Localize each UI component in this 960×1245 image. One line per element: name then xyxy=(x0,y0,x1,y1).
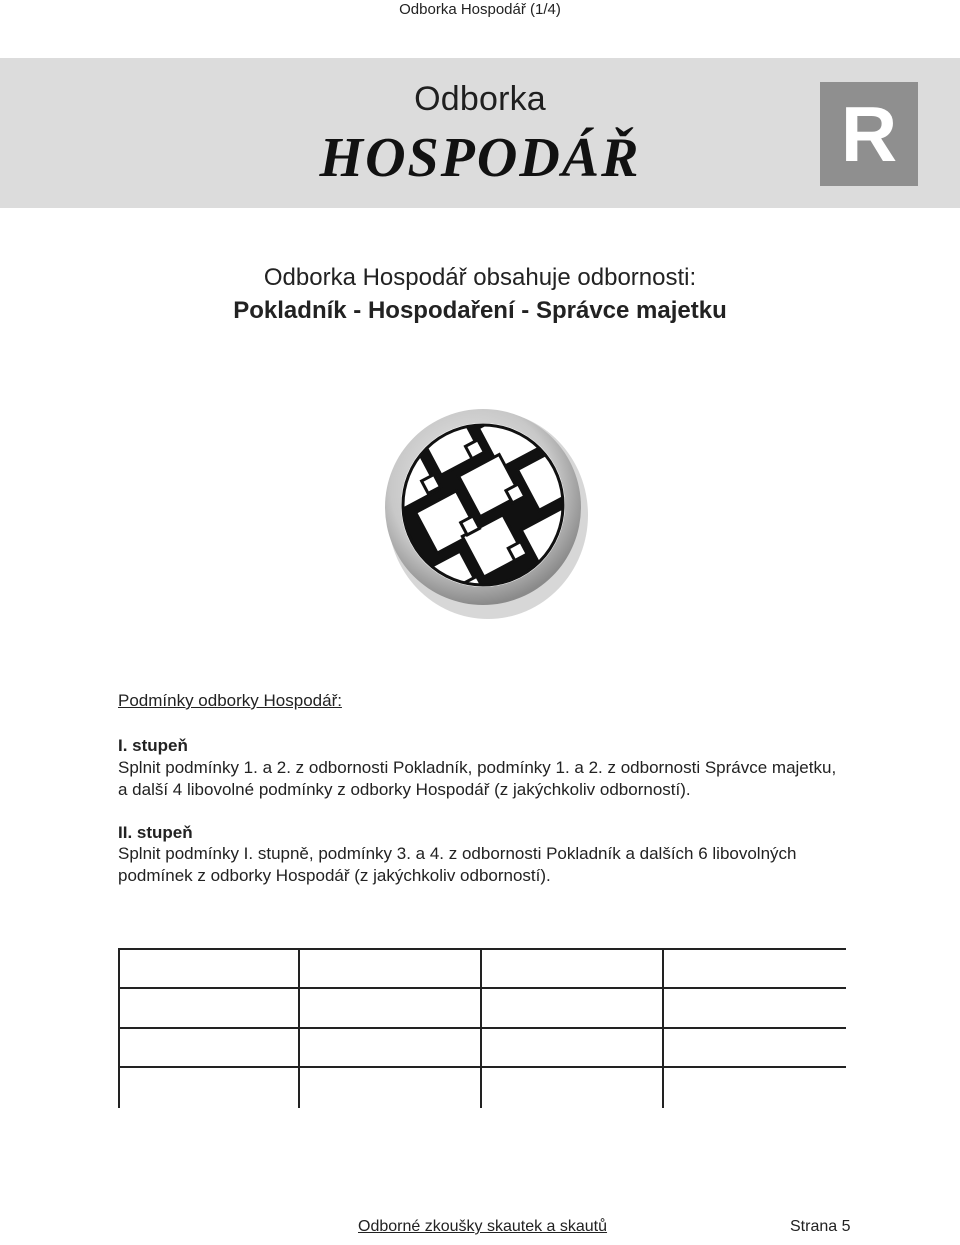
signature-table xyxy=(118,948,846,1108)
intro-line-2: Pokladník - Hospodaření - Správce majetku xyxy=(233,297,727,324)
category-badge: R xyxy=(820,82,918,186)
table-line xyxy=(118,1066,846,1068)
level2-text: Splnit podmínky I. stupně, podmínky 3. a 4. z odbornosti Pokladník a dalších 6 libovolných podmínek z odborky Hospodář (z jakýchkoliv odborností). xyxy=(118,844,797,885)
table-line xyxy=(118,948,120,1108)
level2-title: II. stupeň xyxy=(118,823,193,842)
level1-text: Splnit podmínky 1. a 2. z odbornosti Pokladník, podmínky 1. a 2. z odbornosti Správce majetku, a další 4 libovolné podmínky z odborky Hospodář (z jakýchkoliv odborností). xyxy=(118,758,837,799)
conditions-heading: Podmínky odborky Hospodář: xyxy=(118,691,342,710)
level1-title: I. stupeň xyxy=(118,736,188,755)
table-line xyxy=(118,948,846,950)
table-line xyxy=(298,948,300,1108)
banner-title-bold: HOSPODÁŘ xyxy=(319,127,641,189)
intro-line-1: Odborka Hospodář obsahuje odbornosti: xyxy=(263,264,697,291)
banner-title-light: Odborka xyxy=(414,80,546,118)
title-banner xyxy=(0,58,960,208)
footer-title: Odborné zkoušky skautek a skautů xyxy=(358,1218,608,1235)
table-line xyxy=(118,987,846,989)
table-line xyxy=(118,1027,846,1029)
woven-squares-badge-icon xyxy=(380,395,590,625)
table-line xyxy=(480,948,482,1108)
page-number: Strana 5 xyxy=(790,1218,851,1235)
table-line xyxy=(662,948,664,1108)
running-header: Odborka Hospodář (1/4) xyxy=(399,1,561,18)
